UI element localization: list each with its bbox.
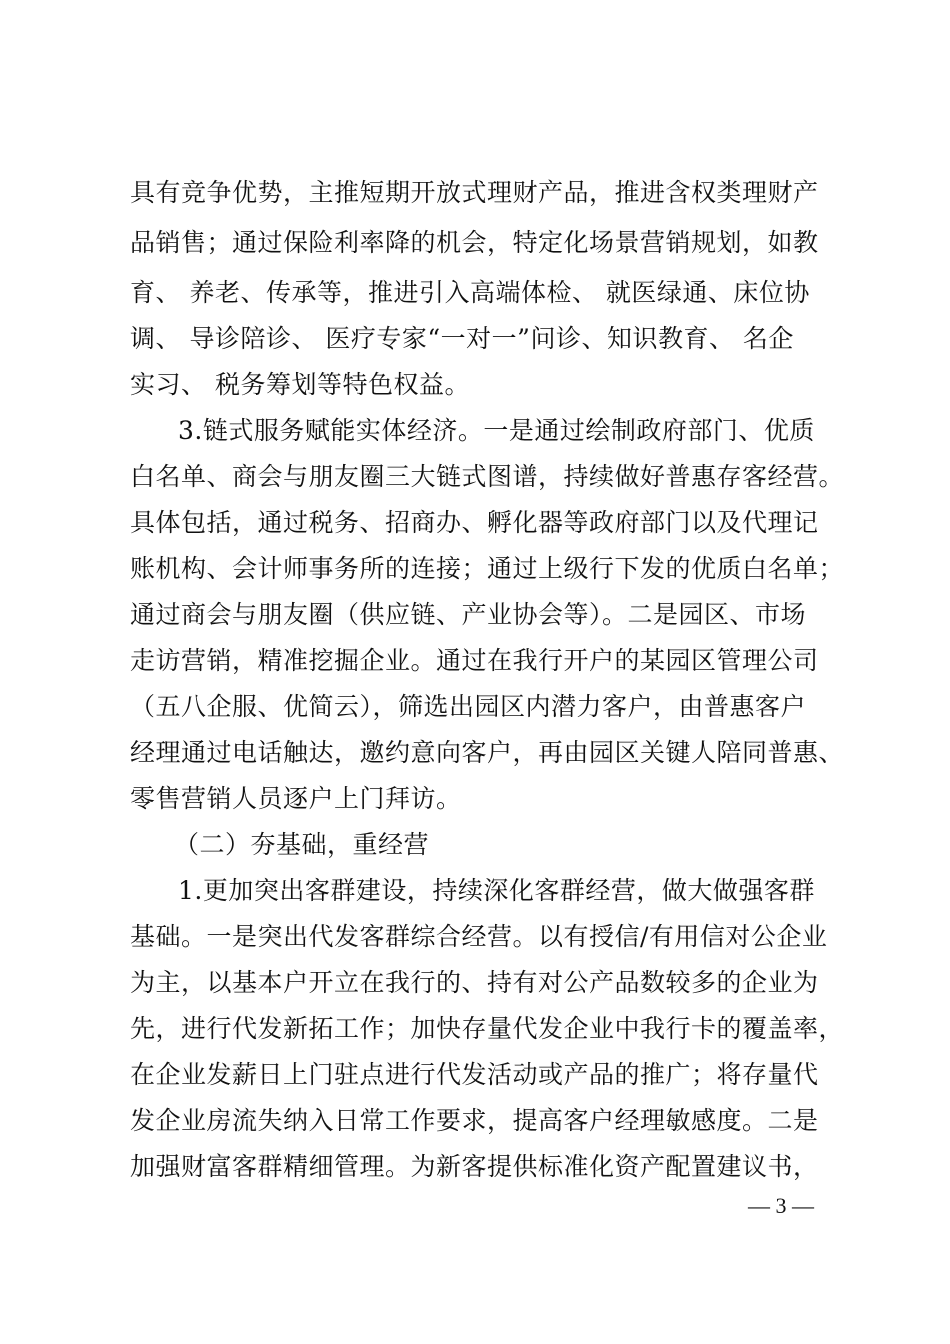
text-line-21: 发企业房流失纳入日常工作要求，提高客户经理敏感度。二是: [130, 1106, 819, 1135]
text-line-3: 育、 养老、传承等，推进引入高端体检、 就医绿通、床位协: [130, 278, 810, 307]
text-line-14: 零售营销人员逐户上门拜访。: [130, 784, 462, 813]
section-2-heading: （二）夯基础，重经营: [174, 830, 430, 859]
text-line-18: 为主，以基本户开立在我行的、持有对公产品数较多的企业为: [130, 968, 819, 997]
text-line-8: 具体包括，通过税务、招商办、孵化器等政府部门以及代理记: [130, 508, 819, 537]
section-3-title: 3.链式服务赋能实体经济。一是通过绘制政府部门、优质: [178, 416, 815, 445]
page-number: — 3 —: [748, 1193, 814, 1218]
text-line-19: 先，进行代发新拓工作；加快存量代发企业中我行卡的覆盖率，: [130, 1014, 845, 1043]
text-line-4: 调、 导诊陪诊、 医疗专家“一对一”问诊、知识教育、 名企: [130, 324, 794, 353]
text-line-5: 实习、 税务筹划等特色权益。: [130, 370, 470, 399]
text-line-20: 在企业发薪日上门驻点进行代发活动或产品的推广；将存量代: [130, 1060, 819, 1089]
subsection-1-title: 1.更加突出客群建设，持续深化客群经营，做大做强客群: [178, 876, 815, 905]
text-line-9: 账机构、会计师事务所的连接；通过上级行下发的优质白名单；: [130, 554, 845, 583]
text-line-1: 具有竞争优势，主推短期开放式理财产品，推进含权类理财产: [130, 178, 819, 207]
text-line-22: 加强财富客群精细管理。为新客提供标准化资产配置建议书，: [130, 1152, 819, 1181]
text-line-12: （五八企服、优简云），筛选出园区内潜力客户，由普惠客户: [130, 692, 807, 721]
text-line-13: 经理通过电话触达，邀约意向客户，再由园区关键人陪同普惠、: [130, 738, 845, 767]
text-line-10: 通过商会与朋友圈（供应链、产业协会等）。二是园区、市场: [130, 600, 807, 629]
text-line-7: 白名单、商会与朋友圈三大链式图谱，持续做好普惠存客经营。: [130, 462, 845, 491]
text-line-2: 品销售；通过保险利率降的机会，特定化场景营销规划，如教: [130, 228, 819, 257]
text-line-17: 基础。一是突出代发客群综合经营。以有授信/有用信对公企业: [130, 922, 828, 951]
text-line-11: 走访营销，精准挖掘企业。通过在我行开户的某园区管理公司: [130, 646, 819, 675]
